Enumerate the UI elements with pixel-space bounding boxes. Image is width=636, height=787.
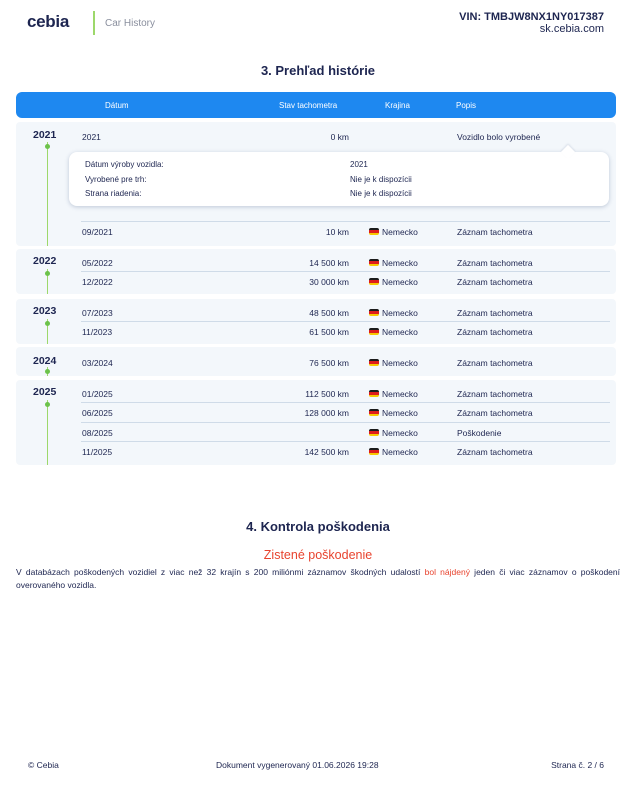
- popup-label: Strana riadenia:: [85, 189, 142, 198]
- logo-subtitle: Car History: [105, 18, 156, 29]
- page-header: [0, 0, 636, 50]
- timeline-line: [47, 142, 48, 246]
- record-odometer: 30 000 km: [309, 277, 349, 287]
- record-country: Nemecko: [382, 327, 418, 337]
- footer-generated: Dokument vygenerovaný 01.06.2026 19:28: [216, 760, 379, 770]
- vehicle-info-popup: [69, 152, 609, 206]
- germany-flag-icon: [369, 228, 379, 235]
- record-odometer: 48 500 km: [309, 308, 349, 318]
- vin-label: VIN: TMBJW8NX1NY017387: [459, 11, 604, 23]
- history-row: [81, 127, 610, 146]
- logo-divider: [93, 11, 95, 35]
- year-label: 2022: [33, 255, 57, 267]
- popup-label: Dátum výroby vozidla:: [85, 160, 164, 169]
- germany-flag-icon: [369, 409, 379, 416]
- history-row: [81, 271, 610, 290]
- col-description: Popis: [456, 101, 477, 110]
- record-odometer: 112 500 km: [305, 389, 349, 399]
- site-link[interactable]: sk.cebia.com: [539, 23, 604, 35]
- history-row: [81, 321, 610, 340]
- record-date: 2021: [82, 132, 101, 142]
- timeline-dot: [45, 369, 50, 374]
- record-date: 05/2022: [82, 258, 113, 268]
- record-description: Záznam tachometra: [457, 358, 533, 368]
- history-row: [81, 221, 610, 240]
- history-table-header: [16, 92, 616, 118]
- timeline-line: [47, 400, 48, 465]
- germany-flag-icon: [369, 359, 379, 366]
- record-date: 01/2025: [82, 389, 113, 399]
- year-group-2022: [16, 249, 616, 294]
- record-date: 12/2022: [82, 277, 113, 287]
- record-country: Nemecko: [382, 428, 418, 438]
- year-group-2025: [16, 380, 616, 465]
- germany-flag-icon: [369, 259, 379, 266]
- year-label: 2025: [33, 386, 57, 398]
- record-date: 06/2025: [82, 408, 113, 418]
- year-label: 2024: [33, 355, 57, 367]
- record-odometer: 142 500 km: [304, 447, 349, 457]
- section-title-history: 3. Prehľad histórie: [260, 63, 376, 78]
- col-date: Dátum: [105, 101, 129, 110]
- record-date: 08/2025: [82, 428, 113, 438]
- damage-text-start: V databázach poškodených vozidiel z viac než 32 krajín s 200 miliónmi záznamov škodných udalostí: [16, 567, 425, 577]
- germany-flag-icon: [369, 429, 379, 436]
- cebia-logo: cebia: [27, 12, 69, 31]
- record-odometer: 128 000 km: [304, 408, 349, 418]
- germany-flag-icon: [369, 390, 379, 397]
- year-label: 2023: [33, 305, 57, 317]
- record-odometer: 14 500 km: [309, 258, 349, 268]
- record-date: 11/2023: [82, 327, 113, 337]
- record-date: 11/2025: [82, 447, 113, 457]
- damage-result-title: Zistené poškodenie: [263, 548, 373, 562]
- section-title-damage: 4. Kontrola poškodenia: [246, 519, 390, 534]
- history-row: [81, 422, 610, 441]
- timeline-dot: [45, 271, 50, 276]
- record-description: Poškodenie: [457, 428, 502, 438]
- popup-value: Nie je k dispozícii: [350, 189, 412, 198]
- germany-flag-icon: [369, 448, 379, 455]
- footer-copyright: © Cebia: [28, 760, 59, 770]
- record-description: Vozidlo bolo vyrobené: [457, 132, 541, 142]
- record-country: Nemecko: [382, 258, 418, 268]
- record-country: Nemecko: [382, 447, 418, 457]
- history-row: [81, 384, 610, 403]
- record-odometer: 10 km: [325, 227, 349, 237]
- germany-flag-icon: [369, 309, 379, 316]
- record-description: Záznam tachometra: [457, 258, 533, 268]
- year-label: 2021: [33, 129, 57, 141]
- record-odometer: 76 500 km: [309, 358, 349, 368]
- timeline-dot: [45, 321, 50, 326]
- year-group-2023: [16, 299, 616, 344]
- record-description: Záznam tachometra: [457, 308, 533, 318]
- record-description: Záznam tachometra: [457, 389, 533, 399]
- record-odometer: 0 km: [330, 132, 349, 142]
- footer-page-number: Strana č. 2 / 6: [551, 760, 604, 770]
- record-date: 09/2021: [82, 227, 113, 237]
- popup-label: Vyrobené pre trh:: [85, 175, 147, 184]
- col-odometer: Stav tachometra: [279, 101, 338, 110]
- germany-flag-icon: [369, 278, 379, 285]
- popup-value: 2021: [350, 160, 368, 169]
- timeline-dot: [45, 144, 50, 149]
- record-date: 07/2023: [82, 308, 113, 318]
- record-description: Záznam tachometra: [457, 408, 533, 418]
- damage-text-end: jeden či viac záznamov o poškodení overovaného vozidla.: [16, 567, 621, 590]
- history-row: [81, 253, 610, 272]
- record-country: Nemecko: [382, 308, 418, 318]
- record-country: Nemecko: [382, 408, 418, 418]
- history-row: [81, 402, 610, 421]
- record-description: Záznam tachometra: [457, 327, 533, 337]
- history-row: [81, 353, 610, 372]
- germany-flag-icon: [369, 328, 379, 335]
- popup-value: Nie je k dispozícii: [350, 175, 412, 184]
- record-description: Záznam tachometra: [457, 447, 533, 457]
- year-group-2024: [16, 347, 616, 376]
- record-country: Nemecko: [382, 389, 418, 399]
- record-description: Záznam tachometra: [457, 277, 533, 287]
- history-row: [81, 441, 610, 460]
- record-date: 03/2024: [82, 358, 113, 368]
- col-country: Krajina: [385, 101, 410, 110]
- record-country: Nemecko: [382, 358, 418, 368]
- damage-text-highlight: bol nájdený: [424, 567, 470, 577]
- record-description: Záznam tachometra: [457, 227, 533, 237]
- record-country: Nemecko: [382, 277, 418, 287]
- record-country: Nemecko: [382, 227, 418, 237]
- damage-description: [16, 566, 620, 592]
- history-row: [81, 303, 610, 322]
- timeline-dot: [45, 402, 50, 407]
- record-odometer: 61 500 km: [309, 327, 349, 337]
